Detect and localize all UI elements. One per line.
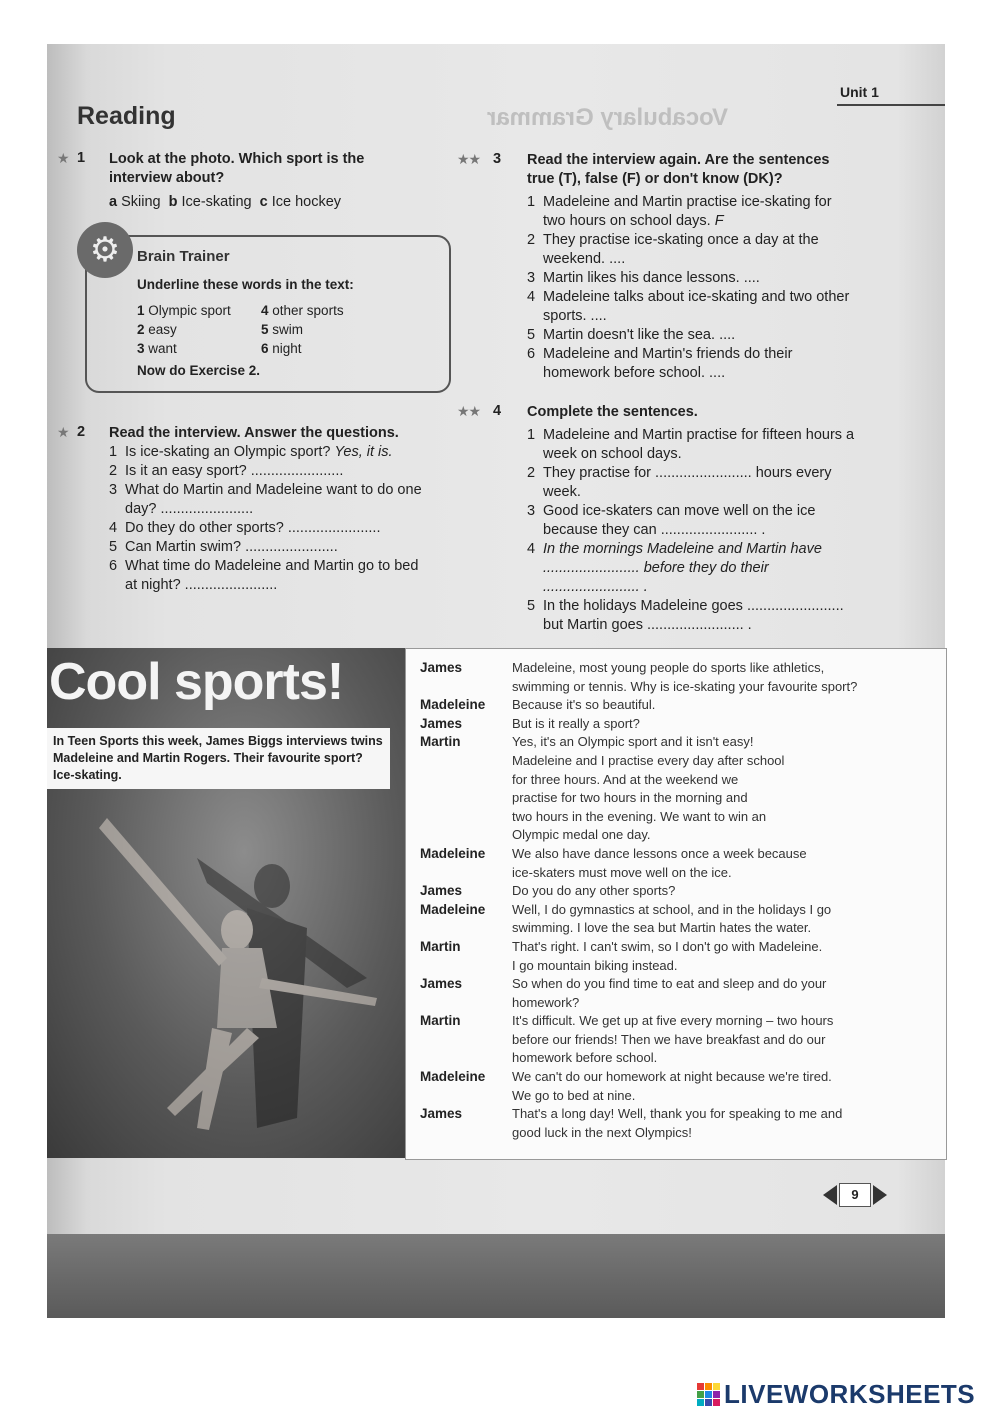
- logo-square: [705, 1391, 712, 1398]
- logo-square: [705, 1383, 712, 1390]
- answer-field[interactable]: ....: [743, 270, 760, 286]
- brain-trainer-next: Now do Exercise 2.: [137, 363, 261, 378]
- speech-text: Madeleine, most young people do sports like athletics,: [512, 660, 825, 675]
- speech-text: homework?: [512, 994, 580, 1010]
- page-navigation: [823, 1183, 887, 1207]
- speaker-name: Madeleine: [420, 901, 486, 917]
- word: Olympic sport: [148, 303, 231, 318]
- interview-text: [405, 648, 947, 1160]
- logo-square: [697, 1391, 704, 1398]
- answer-field[interactable]: .......................: [250, 463, 344, 479]
- dialogue-line: [420, 659, 912, 678]
- dialogue-line: [420, 826, 912, 845]
- speaker-name: [420, 789, 512, 808]
- speaker-name: [420, 994, 512, 1013]
- word: easy: [148, 322, 177, 337]
- dialogue: [420, 659, 912, 1142]
- speaker-name: James: [420, 883, 463, 899]
- speaker-name: Madeleine: [420, 1069, 486, 1085]
- statement-item: 3 Martin likes his dance lessons. ....: [527, 270, 760, 286]
- brain-trainer-instruction: Underline these words in the text:: [137, 277, 354, 292]
- word: want: [148, 341, 177, 356]
- exercise-question: Read the interview. Answer the questions.: [109, 425, 399, 441]
- speaker-name: Martin: [420, 938, 461, 954]
- sentence-item[interactable]: 2 They practise for ........................ hours every week.: [527, 465, 832, 500]
- exercise-3: [527, 151, 857, 383]
- sentence-item[interactable]: 5 In the holidays Madeleine goes ........................ but Martin goes ........................ .: [527, 598, 844, 633]
- dialogue-line: [420, 957, 912, 976]
- speech-text: homework before school.: [512, 1050, 658, 1066]
- speech-text: We go to bed at nine.: [512, 1087, 636, 1103]
- statement-item: 1 Madeleine and Martin practise ice-skating for two hours on school days. F: [527, 194, 832, 229]
- logo-square: [697, 1399, 704, 1406]
- exercise-number: 4: [493, 403, 502, 419]
- exercise-1: [109, 150, 399, 212]
- exercise-2: [109, 424, 429, 595]
- word: other sports: [272, 303, 344, 318]
- scan-shadow: [47, 1234, 945, 1318]
- word: swim: [272, 322, 304, 337]
- brain-trainer-words: 1 Olympic sport 4 other sports 2 easy 5 swim 3 want 6 night: [137, 303, 344, 356]
- option-a[interactable]: a Skiing: [109, 194, 161, 210]
- question-item: 3 What do Martin and Madeleine want to do one day? .......................: [109, 482, 422, 517]
- dialogue-line: [420, 678, 912, 697]
- skaters-silhouette: [47, 648, 405, 1158]
- speaker-name: James: [420, 715, 463, 731]
- statement-item: 5 Martin doesn't like the sea. ....: [527, 327, 736, 343]
- exercise-question: Complete the sentences.: [527, 404, 698, 420]
- dialogue-line: [420, 938, 912, 957]
- dialogue-line: [420, 1031, 912, 1050]
- unit-label: Unit 1: [840, 84, 879, 100]
- dialogue-line: [420, 919, 912, 938]
- speaker-name: Martin: [420, 734, 461, 750]
- answer-field[interactable]: ....: [719, 327, 736, 343]
- speaker-name: Madeleine: [420, 697, 486, 713]
- dialogue-line: [420, 845, 912, 864]
- speaker-name: [420, 864, 512, 883]
- speaker-name: [420, 919, 512, 938]
- speech-text: Olympic medal one day.: [512, 827, 651, 843]
- dialogue-line: [420, 808, 912, 827]
- dialogue-line: [420, 994, 912, 1013]
- dialogue-line: [420, 733, 912, 752]
- logo-square: [713, 1399, 720, 1406]
- previous-page-icon[interactable]: [823, 1185, 837, 1205]
- answer-field[interactable]: ....: [590, 308, 607, 324]
- option-c[interactable]: c Ice hockey: [259, 194, 342, 210]
- difficulty-stars: ★★: [457, 151, 481, 167]
- speech-text: practise for two hours in the morning and: [512, 790, 748, 806]
- option-b[interactable]: b Ice-skating: [168, 194, 252, 210]
- speech-text: It's difficult. We get up at five every morning – two hours: [512, 1013, 834, 1029]
- dialogue-line: [420, 864, 912, 883]
- ice-skaters-photo: [47, 648, 405, 1158]
- speech-text: two hours in the evening. We want to win an: [512, 808, 767, 824]
- speaker-name: Madeleine: [420, 845, 486, 861]
- statement-item: 4 Madeleine talks about ice-skating and two other sports. ....: [527, 289, 850, 324]
- question-item: 4 Do they do other sports? .......................: [109, 520, 381, 536]
- exercise-number: 2: [77, 424, 86, 440]
- dialogue-line: [420, 1049, 912, 1068]
- dialogue-line: [420, 771, 912, 790]
- section-title: Reading: [77, 102, 176, 130]
- statement-item: 2 They practise ice-skating once a day at the weekend. ....: [527, 232, 819, 267]
- exercise-question: Look at the photo. Which sport is the interview about?: [109, 151, 365, 186]
- bleed-through-text: Vocabulary Grammar: [487, 104, 728, 131]
- dialogue-line: [420, 715, 912, 734]
- dialogue-line: [420, 1105, 912, 1124]
- speaker-name: Martin: [420, 1013, 461, 1029]
- speaker-name: James: [420, 1106, 463, 1122]
- speech-text: for three hours. And at the weekend we: [512, 771, 739, 787]
- next-page-icon[interactable]: [873, 1185, 887, 1205]
- watermark-text: LIVEWORKSHEETS: [724, 1379, 976, 1409]
- speech-text: Well, I do gymnastics at school, and in the holidays I go: [512, 901, 832, 917]
- speech-text: We also have dance lessons once a week because: [512, 845, 807, 861]
- unit-rule: [837, 104, 945, 106]
- speaker-name: [420, 752, 512, 771]
- speaker-name: James: [420, 976, 463, 992]
- question-item: 6 What time do Madeleine and Martin go to bed at night? .......................: [109, 558, 419, 593]
- speech-text: good luck in the next Olympics!: [512, 1124, 692, 1140]
- difficulty-stars: ★★: [457, 403, 481, 419]
- dialogue-line: [420, 1087, 912, 1106]
- gear-icon: ⚙: [77, 222, 133, 278]
- sentence-item[interactable]: 3 Good ice-skaters can move well on the ice because they can ........................ .: [527, 503, 816, 538]
- speaker-name: [420, 957, 512, 976]
- sentence-item: 1 Madeleine and Martin practise for fifteen hours a week on school days.: [527, 427, 855, 462]
- speech-text: I go mountain biking instead.: [512, 957, 678, 973]
- answer-field[interactable]: ....: [709, 365, 726, 381]
- difficulty-stars: ★: [57, 150, 69, 166]
- speech-text: We can't do our homework at night because we're tired.: [512, 1069, 832, 1085]
- word: night: [272, 341, 302, 356]
- speaker-name: [420, 1049, 512, 1068]
- dialogue-line: [420, 752, 912, 771]
- answer-field[interactable]: Yes, it is.: [334, 444, 393, 460]
- logo-square: [705, 1399, 712, 1406]
- speaker-name: [420, 1031, 512, 1050]
- speaker-name: [420, 826, 512, 845]
- speech-text: before our friends! Then we have breakfast and do our: [512, 1031, 826, 1047]
- answer-field[interactable]: .......................: [245, 539, 338, 555]
- exercise-number: 1: [77, 150, 86, 166]
- dialogue-line: [420, 1124, 912, 1143]
- logo-square: [713, 1391, 720, 1398]
- sentence-item[interactable]: 4 In the mornings Madeleine and Martin have ........................ before they do their ........................ .: [527, 541, 822, 595]
- speech-text: Do you do any other sports?: [512, 883, 676, 899]
- speech-text: That's right. I can't swim, so I don't go with Madeleine.: [512, 938, 823, 954]
- speaker-name: [420, 678, 512, 697]
- speech-text: Because it's so beautiful.: [512, 697, 656, 713]
- page-number: 9: [839, 1183, 871, 1207]
- exercise-question: Read the interview again. Are the sentences true (T), false (F) or don't know (DK)?: [527, 152, 830, 187]
- speaker-name: [420, 1087, 512, 1106]
- dialogue-line: [420, 789, 912, 808]
- liveworksheets-watermark: [697, 1379, 975, 1410]
- speech-text: swimming or tennis. Why is ice-skating your favourite sport?: [512, 678, 858, 694]
- speaker-name: [420, 771, 512, 790]
- exercise-number: 3: [493, 151, 502, 167]
- answer-field[interactable]: F: [714, 213, 724, 229]
- answer-field[interactable]: .......................: [160, 501, 254, 517]
- speech-text: But is it really a sport?: [512, 715, 640, 731]
- workbook-page: [47, 44, 945, 1234]
- liveworksheets-logo-icon: [697, 1383, 720, 1406]
- article-intro: In Teen Sports this week, James Biggs interviews twins Madeleine and Martin Rogers. Their favourite sport? Ice-skating.: [47, 728, 390, 789]
- speaker-name: [420, 1124, 512, 1143]
- question-item: 2 Is it an easy sport? .......................: [109, 463, 344, 479]
- speech-text: ice-skaters must move well on the ice.: [512, 864, 732, 880]
- speaker-name: [420, 808, 512, 827]
- answer-field[interactable]: .......................: [287, 520, 381, 536]
- question-item: 1 Is ice-skating an Olympic sport? Yes, it is.: [109, 444, 393, 460]
- scanned-page: [47, 44, 945, 1318]
- difficulty-stars: ★: [57, 424, 69, 440]
- dialogue-line: [420, 901, 912, 920]
- exercise-4: [527, 403, 867, 635]
- brain-trainer-title: Brain Trainer: [137, 248, 230, 265]
- logo-square: [713, 1383, 720, 1390]
- article: [47, 648, 947, 1160]
- article-title: Cool sports!: [49, 653, 344, 711]
- speaker-name: James: [420, 660, 463, 675]
- statement-item: 6 Madeleine and Martin's friends do their homework before school. ....: [527, 346, 793, 381]
- speech-text: Yes, it's an Olympic sport and it isn't easy!: [512, 734, 754, 750]
- dialogue-line: [420, 1068, 912, 1087]
- dialogue-line: [420, 1012, 912, 1031]
- dialogue-line: [420, 882, 912, 901]
- speech-text: Madeleine and I practise every day after school: [512, 752, 785, 768]
- answer-field[interactable]: ....: [609, 251, 626, 267]
- exercise-options: [109, 193, 399, 212]
- speech-text: That's a long day! Well, thank you for speaking to me and: [512, 1106, 843, 1122]
- dialogue-line: [420, 975, 912, 994]
- dialogue-line: [420, 696, 912, 715]
- speech-text: swimming. I love the sea but Martin hates the water.: [512, 920, 812, 936]
- answer-field[interactable]: .......................: [184, 577, 278, 593]
- question-item: 5 Can Martin swim? .......................: [109, 539, 338, 555]
- logo-square: [697, 1383, 704, 1390]
- speech-text: So when do you find time to eat and sleep and do your: [512, 976, 827, 992]
